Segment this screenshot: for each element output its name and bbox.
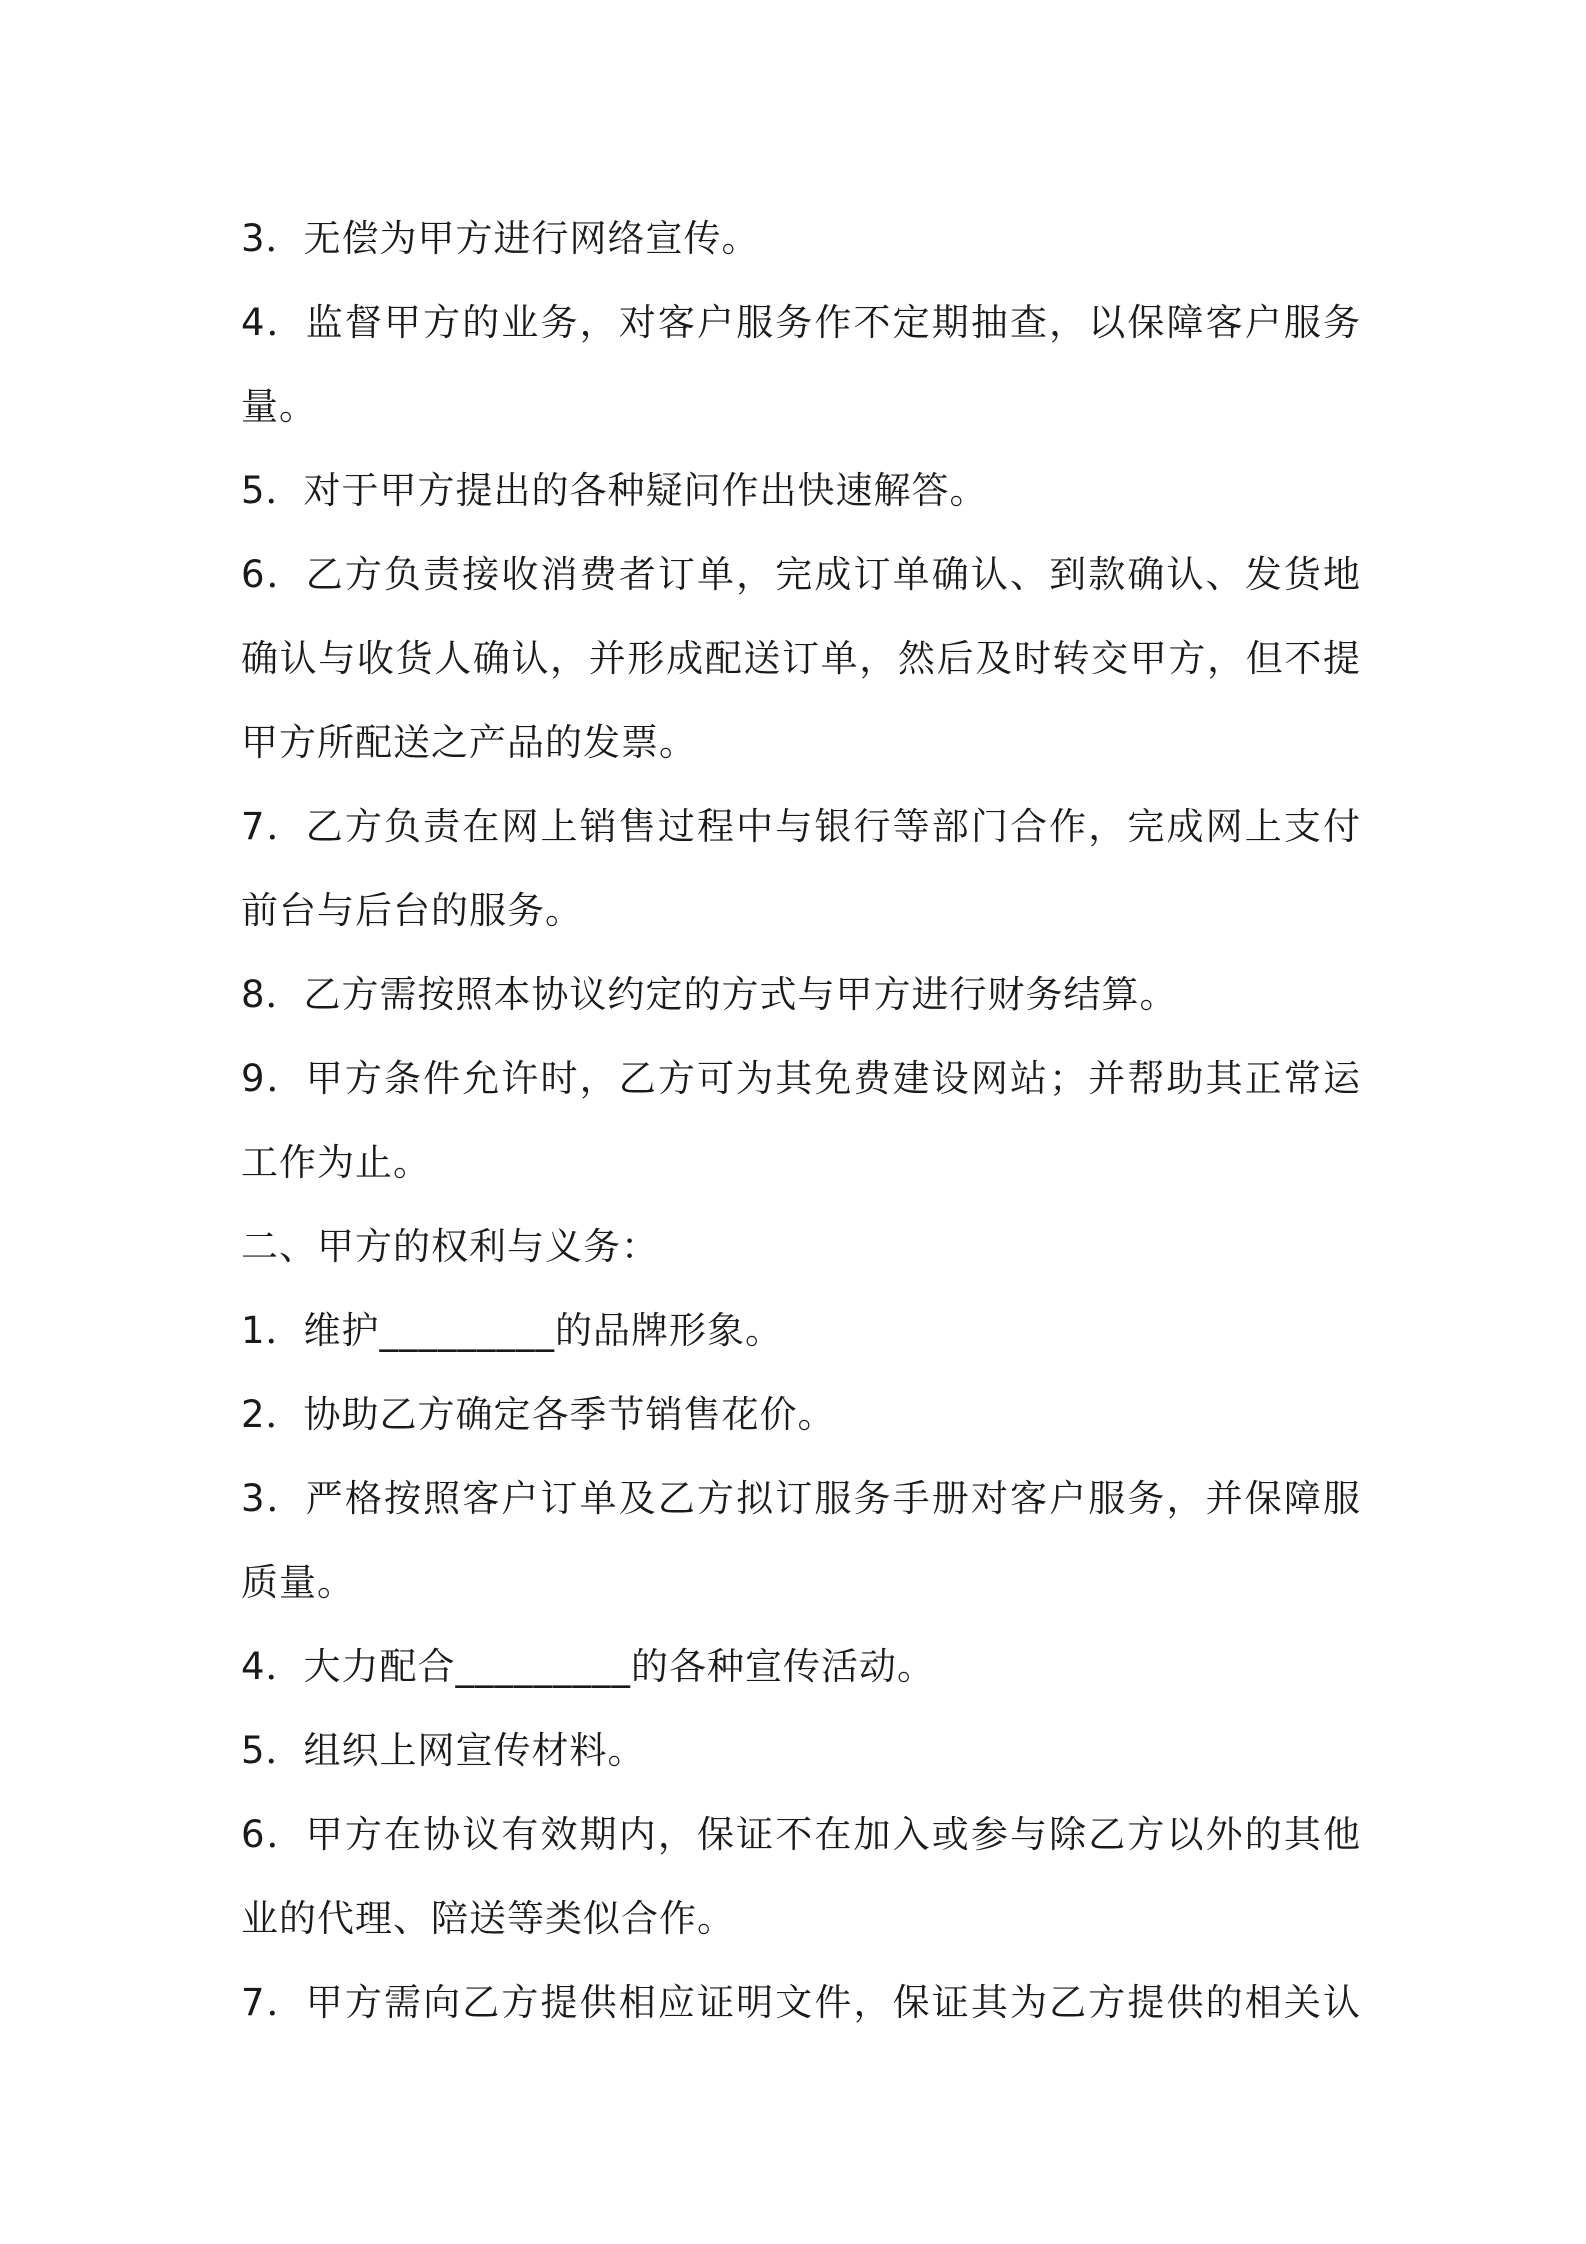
text-line: 5．对于甲方提出的各种疑问作出快速解答。	[241, 469, 988, 512]
text-line: 前台与后台的服务。	[241, 889, 583, 932]
text-line: 1．维护_________的品牌形象。	[241, 1309, 784, 1352]
text-line: 7．乙方负责在网上销售过程中与银行等部门合作，完成网上支付	[241, 805, 1361, 848]
document-body	[241, 197, 1361, 2045]
text-line: 量。	[241, 385, 317, 428]
text-line: 7．甲方需向乙方提供相应证明文件，保证其为乙方提供的相关认	[241, 1981, 1361, 2024]
text-line: 6．甲方在协议有效期内，保证不在加入或参与除乙方以外的其他	[241, 1813, 1361, 1856]
text-line: 8．乙方需按照本协议约定的方式与甲方进行财务结算。	[241, 973, 1178, 1016]
text-line: 确认与收货人确认，并形成配送订单，然后及时转交甲方，但不提	[241, 637, 1361, 680]
text-line: 5．组织上网宣传材料。	[241, 1729, 646, 1772]
text-line: 9．甲方条件允许时，乙方可为其免费建设网站；并帮助其正常运	[241, 1057, 1361, 1100]
text-line: 甲方所配送之产品的发票。	[241, 721, 697, 764]
text-line: 4．监督甲方的业务，对客户服务作不定期抽查，以保障客户服务	[241, 301, 1361, 344]
text-line: 4．大力配合_________的各种宣传活动。	[241, 1645, 936, 1688]
text-line: 3．严格按照客户订单及乙方拟订服务手册对客户服务，并保障服	[241, 1477, 1361, 1520]
text-line: 业的代理、陪送等类似合作。	[241, 1897, 735, 1940]
text-line: 3．无偿为甲方进行网络宣传。	[241, 217, 760, 260]
section-heading: 二、甲方的权利与义务：	[241, 1225, 659, 1268]
text-line: 质量。	[241, 1561, 355, 1604]
text-line: 6．乙方负责接收消费者订单，完成订单确认、到款确认、发货地	[241, 553, 1361, 596]
text-line: 工作为止。	[241, 1141, 431, 1184]
text-line: 2．协助乙方确定各季节销售花价。	[241, 1393, 836, 1436]
